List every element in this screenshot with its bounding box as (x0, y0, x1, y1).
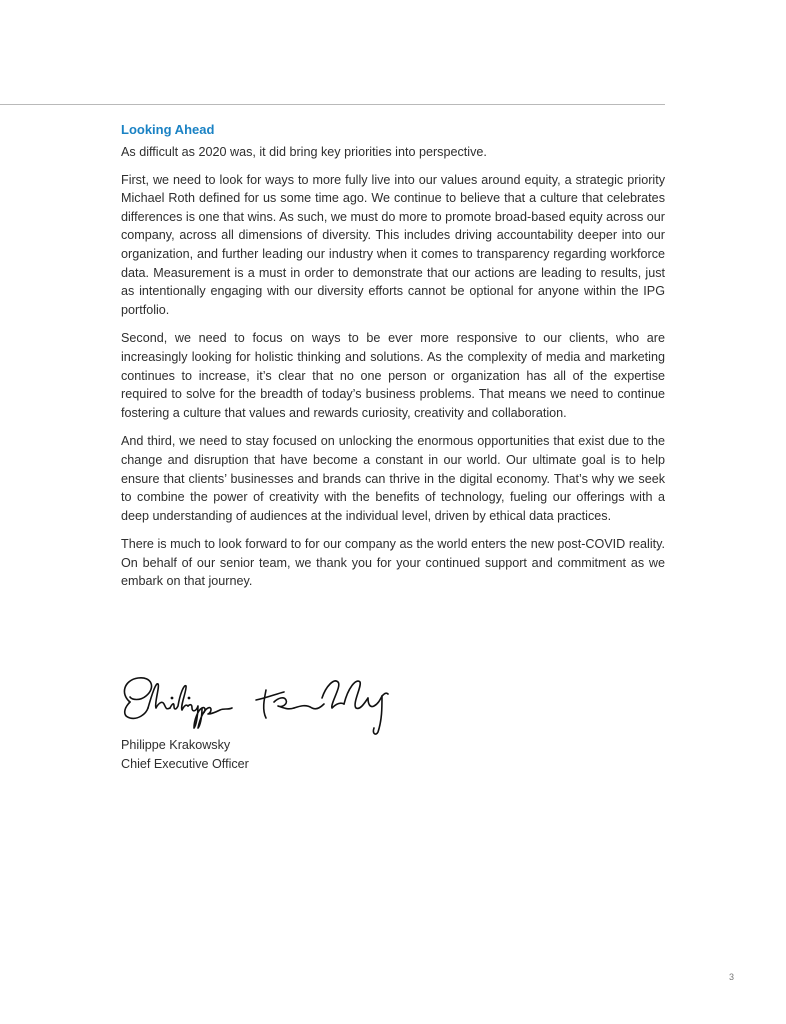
page-number: 3 (729, 972, 735, 982)
header-divider (0, 104, 665, 105)
signer-block (121, 736, 249, 773)
signer-name: Philippe Krakowsky (121, 738, 231, 752)
handwritten-signature (116, 664, 400, 738)
paragraph-clients: Second, we need to focus on ways to be ever more responsive to our clients, who are increasingly looking for holistic thinking and solutions. As the complexity of media and marketing continues to increase, it’s clear that no one person or organization has all of the expertise required to solve for the breadth of today’s business problems. That means we need to continue fostering a culture that values and rewards curiosity, creativity and collaboration. (121, 331, 665, 420)
paragraph-closing: There is much to look forward to for our company as the world enters the new post-COVID reality. On behalf of our senior team, we thank you for your continued support and commitment as we embark on that journey. (121, 537, 665, 589)
letter-body (121, 121, 665, 601)
paragraph-opportunities: And third, we need to stay focused on unlocking the enormous opportunities that exist due to the change and disruption that have become a constant in our world. Our ultimate goal is to help ensure that clients’ businesses and brands can thrive in the digital economy. That’s why we seek to combine the power of creativity with the benefits of technology, fueling our offerings with a deep understanding of audiences at the individual level, driven by ethical data practices. (121, 434, 665, 523)
paragraph-intro: As difficult as 2020 was, it did bring key priorities into perspective. (121, 145, 487, 159)
section-heading: Looking Ahead (121, 122, 215, 137)
signer-title: Chief Executive Officer (121, 756, 249, 771)
paragraph-equity: First, we need to look for ways to more fully live into our values around equity, a strategic priority Michael Roth defined for us some time ago. We continue to believe that a culture that celebrates differences is one that wins. As such, we must do more to promote broad-based equity across our company, across all dimensions of diversity. This includes driving accountability deeper into our organization, and further leading our industry when it comes to transparency regarding workforce data. Measurement is a must in order to demonstrate that our actions are leading to results, just as intentionally engaging with our diversity efforts cannot be optional for anyone within the IPG portfolio. (121, 172, 665, 317)
